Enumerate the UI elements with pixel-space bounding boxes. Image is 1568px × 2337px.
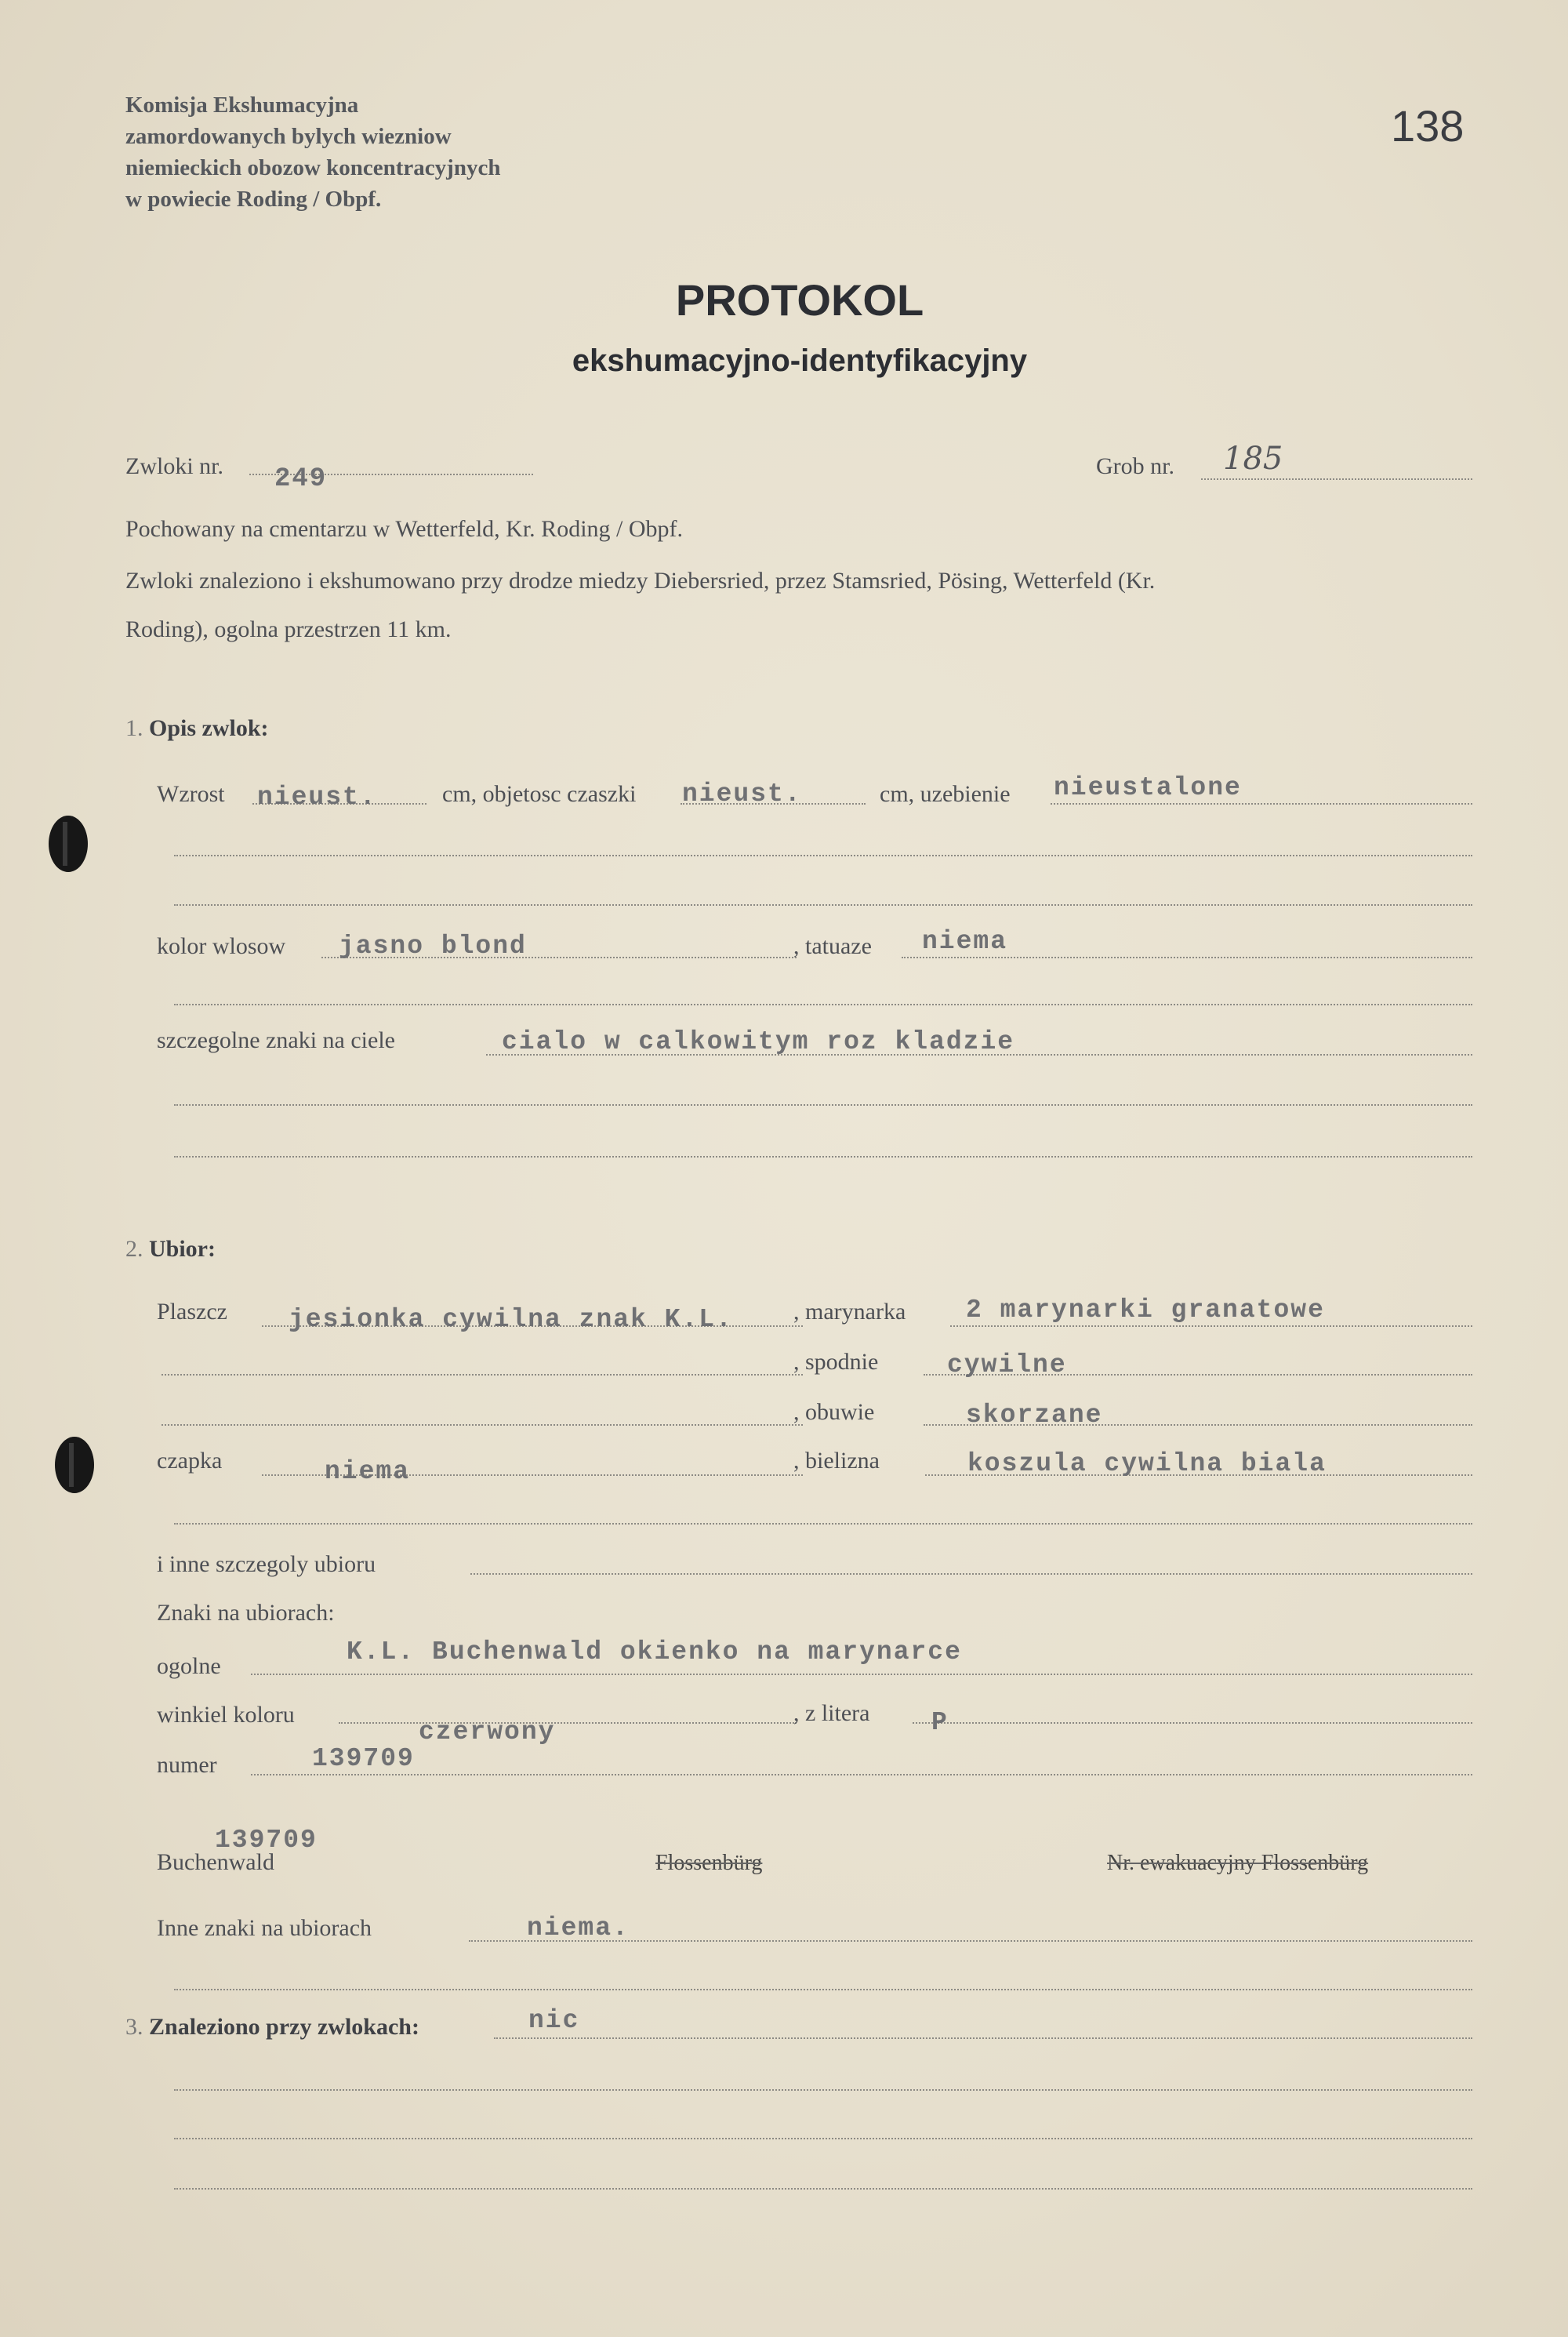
grob-number: 185	[1223, 441, 1283, 477]
punch-hole	[49, 816, 88, 872]
znaki-ubiorach-label: Znaki na ubiorach:	[157, 1600, 335, 1626]
inne-szczegoly-fill-line	[470, 1573, 1472, 1575]
tatuaze-value: niema	[922, 927, 1008, 956]
marynarka-fill-line	[950, 1325, 1472, 1327]
inne-szczegoly-label: i inne szczegoly ubioru	[157, 1551, 376, 1577]
document-title: PROTOKOL	[675, 275, 924, 325]
blank-line	[174, 1523, 1472, 1525]
numer-fill-line	[251, 1774, 1472, 1775]
blank-line	[174, 2089, 1472, 2091]
spodnie-label: , spodnie	[793, 1349, 879, 1375]
obuwie-label: , obuwie	[793, 1399, 875, 1425]
header-line-1: Komisja Ekshumacyjna	[125, 93, 359, 118]
blank-line	[174, 1004, 1472, 1005]
bielizna-label: , bielizna	[793, 1448, 880, 1474]
blank-line	[174, 1989, 1472, 1990]
section-3-number: 3.	[125, 2014, 143, 2040]
ogolne-value: K.L. Buchenwald okienko na marynarce	[347, 1637, 962, 1666]
section-2-number: 2.	[125, 1236, 143, 1262]
uzebienie-fill-line	[1051, 803, 1472, 805]
nr-ewakuacyjny-label: Nr. ewakuacyjny Flossenbürg	[1107, 1851, 1369, 1875]
wzrost-label: Wzrost	[157, 781, 225, 807]
uzebienie-value: nieustalone	[1054, 773, 1242, 802]
czaszka-label: cm, objetosc czaszki	[442, 781, 637, 807]
numer-label: numer	[157, 1752, 217, 1778]
winkiel-value: czerwony	[419, 1717, 556, 1746]
grob-label: Grob nr.	[1096, 453, 1174, 479]
z-litera-fill-line	[913, 1722, 1472, 1724]
section-2-title: Ubior:	[149, 1236, 216, 1262]
buchenwald-number: 139709	[215, 1826, 318, 1855]
znaki-ciele-value: cialo w calkowitym roz kladzie	[502, 1027, 1015, 1056]
kolor-wlosow-value: jasno blond	[339, 932, 527, 961]
section-1-title: Opis zwlok:	[149, 715, 269, 741]
section-3-heading	[125, 2014, 419, 2041]
exhumation-route-line-1: Zwloki znaleziono i ekshumowano przy drodze miedzy Diebersried, przez Stamsried, Pösing, Wetterfeld (Kr.	[125, 568, 1156, 594]
blank-line	[174, 1104, 1472, 1106]
winkiel-fill-line	[339, 1722, 797, 1724]
plaszcz-value: jesionka cywilna znak K.L.	[289, 1305, 733, 1334]
znaki-ciele-label: szczegolne znaki na ciele	[157, 1027, 395, 1053]
z-litera-label: , z litera	[793, 1700, 870, 1726]
winkiel-label: winkiel koloru	[157, 1702, 295, 1728]
blank-line	[174, 904, 1472, 906]
burial-place: Pochowany na cmentarzu w Wetterfeld, Kr. Roding / Obpf.	[125, 516, 684, 542]
tatuaze-fill-line	[902, 957, 1472, 958]
numer-value: 139709	[312, 1744, 415, 1773]
ogolne-label: ogolne	[157, 1653, 221, 1679]
marynarka-label: , marynarka	[793, 1299, 906, 1325]
flossenburg-label: Flossenbürg	[655, 1851, 763, 1875]
blank-line	[162, 1374, 803, 1376]
document-subtitle: ekshumacyjno-identyfikacyjny	[572, 343, 1028, 378]
header-line-4: w powiecie Roding / Obpf.	[125, 187, 382, 212]
czapka-label: czapka	[157, 1448, 223, 1474]
section-2-heading	[125, 1236, 216, 1263]
tatuaze-label: , tatuaze	[793, 933, 872, 959]
inne-znaki-label: Inne znaki na ubiorach	[157, 1915, 372, 1941]
blank-line	[174, 2138, 1472, 2139]
punch-hole	[55, 1437, 94, 1493]
header-line-3: niemieckich obozow koncentracyjnych	[125, 155, 501, 180]
blank-line	[174, 1156, 1472, 1158]
section-3-title: Znaleziono przy zwlokach:	[149, 2014, 419, 2040]
kolor-wlosow-label: kolor wlosow	[157, 933, 286, 959]
inne-znaki-value: niema.	[527, 1914, 630, 1943]
grob-fill-line	[1201, 478, 1472, 480]
wzrost-value: nieust.	[257, 783, 377, 812]
znaleziono-value: nic	[528, 2006, 580, 2035]
z-litera-value: P	[931, 1708, 949, 1737]
section-1-heading	[125, 715, 269, 742]
spodnie-value: cywilne	[947, 1350, 1067, 1379]
uzebienie-label: cm, uzebienie	[880, 781, 1011, 807]
ogolne-fill-line	[251, 1674, 1472, 1675]
czapka-value: niema	[325, 1457, 411, 1486]
zwloki-number: 249	[274, 464, 328, 494]
obuwie-value: skorzane	[966, 1401, 1103, 1430]
header-line-2: zamordowanych bylych wiezniow	[125, 124, 452, 149]
page-number: 138	[1391, 101, 1465, 151]
zwloki-label: Zwloki nr.	[125, 453, 223, 479]
exhumation-route-line-2: Roding), ogolna przestrzen 11 km.	[125, 616, 452, 642]
blank-line	[174, 2188, 1472, 2190]
marynarka-value: 2 marynarki granatowe	[966, 1296, 1325, 1325]
blank-line	[162, 1424, 803, 1426]
commission-header	[125, 89, 500, 215]
plaszcz-label: Plaszcz	[157, 1299, 227, 1325]
section-1-number: 1.	[125, 715, 143, 741]
blank-line	[174, 855, 1472, 856]
bielizna-value: koszula cywilna biala	[967, 1449, 1327, 1478]
buchenwald-label: Buchenwald	[157, 1849, 274, 1875]
znaleziono-fill-line	[494, 2037, 1472, 2039]
czaszka-value: nieust.	[682, 780, 802, 809]
